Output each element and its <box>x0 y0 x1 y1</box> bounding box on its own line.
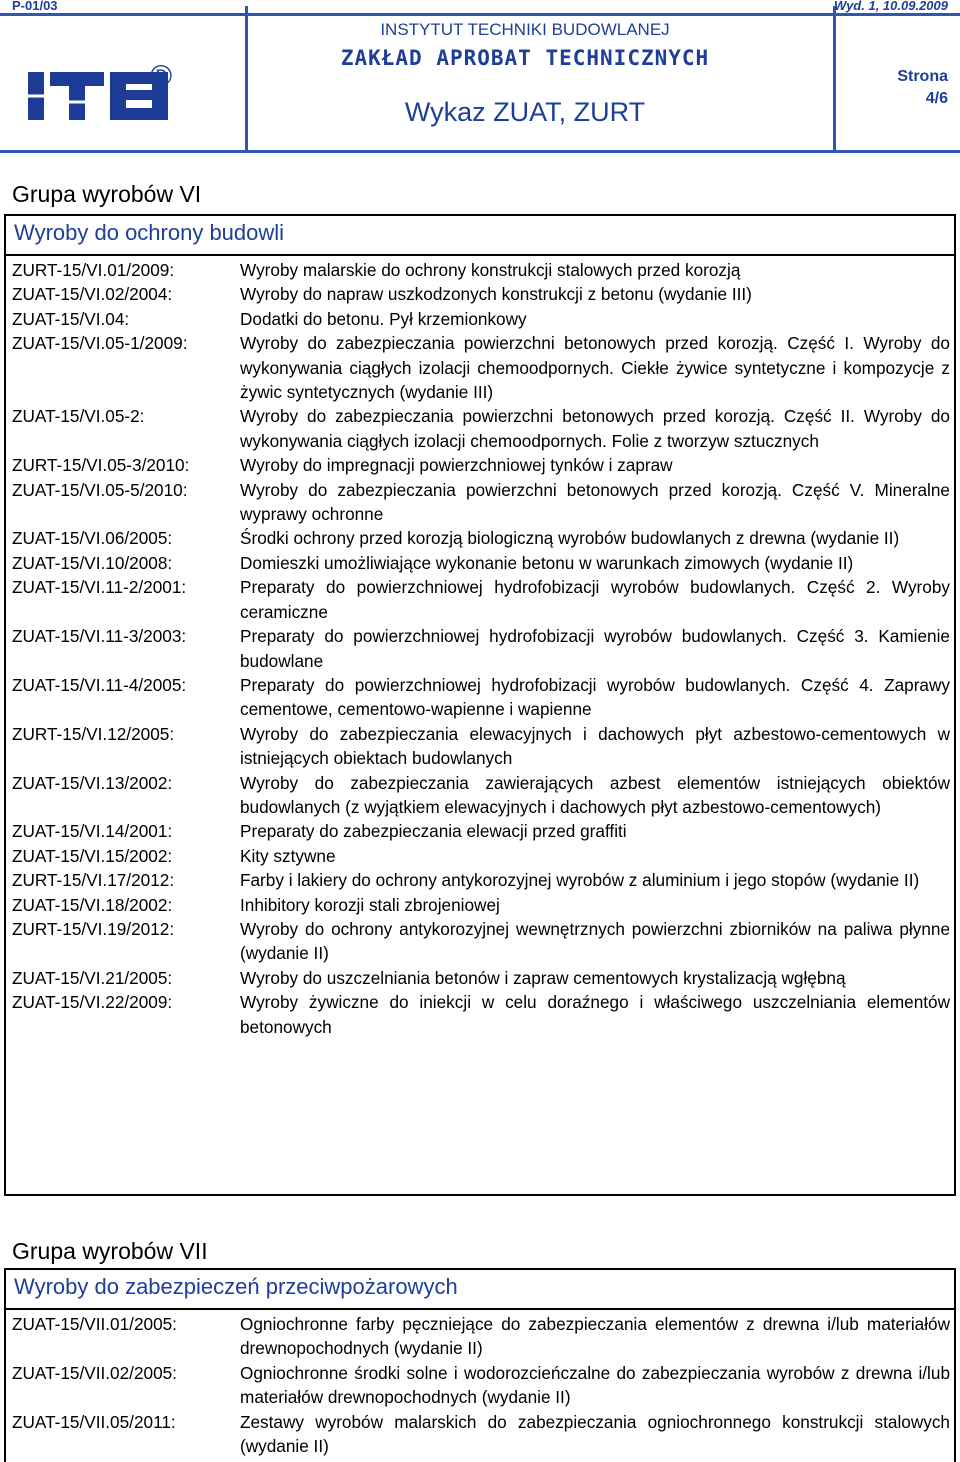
list-item <box>6 404 954 453</box>
list-item <box>6 673 954 722</box>
approval-description: Preparaty do powierzchniowej hydrofobizacji wyrobów budowlanych. Część 2. Wyroby ceramiczne <box>240 577 950 622</box>
approval-description: Wyroby do impregnacji powierzchniowej tynków i zapraw <box>240 455 673 476</box>
approval-description: Ogniochronne środki solne i wodorozcieńczalne do zabezpieczania wyrobów z drewna i/lub materiałów drewnopochodnych (wydanie II) <box>240 1362 950 1408</box>
approval-code: ZUAT-15/VI.02/2004: <box>12 284 173 305</box>
edition: Wyd. 1, 10.09.2009 <box>834 0 948 13</box>
list-item <box>6 551 954 575</box>
list-item <box>6 917 954 966</box>
approval-code: ZUAT-15/VI.05-5/2010: <box>12 479 188 500</box>
approval-code: ZUAT-15/VI.05-1/2009: <box>12 333 188 354</box>
header-divider-right <box>833 6 836 152</box>
group-vi-title: Grupa wyrobów VI <box>12 181 202 207</box>
list-item <box>6 819 954 843</box>
list-item <box>6 575 954 624</box>
approval-description: Preparaty do powierzchniowej hydrofobizacji wyrobów budowlanych. Część 3. Kamienie budowlane <box>240 626 950 671</box>
registered-mark: ® <box>150 60 173 93</box>
header-rule-bottom <box>0 150 960 153</box>
list-item <box>6 453 954 477</box>
list-item <box>6 990 954 1039</box>
approval-description: Wyroby do zabezpieczania powierzchni betonowych przed korozją. Część V. Mineralne wyprawy ochronne <box>240 479 950 525</box>
department-name: ZAKŁAD APROBAT TECHNICZNYCH <box>340 46 710 70</box>
list-item <box>6 844 954 868</box>
page-label: Strona <box>897 68 948 85</box>
group-vii-table <box>4 1268 956 1462</box>
approval-description: Domieszki umożliwiające wykonanie betonu w warunkach zimowych (wydanie II) <box>240 552 854 573</box>
approval-code: ZURT-15/VI.01/2009: <box>12 260 175 280</box>
header-divider-left <box>245 6 248 152</box>
approval-description: Wyroby żywiczne do iniekcji w celu doraźnego i właściwego uszczelniania elementów betonowych <box>240 992 950 1037</box>
approval-code: ZUAT-15/VI.10/2008: <box>12 552 173 573</box>
approval-code: ZUAT-15/VI.11-2/2001: <box>12 577 187 598</box>
approval-description: Inhibitory korozji stali zbrojeniowej <box>240 894 500 915</box>
approval-description: Wyroby do zabezpieczania powierzchni betonowych przed korozją. Część II. Wyroby do wykonywania ciągłych izolacji chemoodpornych. Folie z tworzyw sztucznych <box>240 406 950 451</box>
approval-description: Ogniochronne farby pęczniejące do zabezpieczania elementów z drewna i/lub materiałów drewnopochodnych (wydanie II) <box>240 1314 950 1359</box>
approval-code: ZURT-15/VI.05-3/2010: <box>12 455 190 476</box>
list-item <box>6 258 954 282</box>
approval-code: ZUAT-15/VI.14/2001: <box>12 821 173 842</box>
approval-code: ZUAT-15/VI.18/2002: <box>12 894 173 915</box>
list-item <box>6 307 954 331</box>
list-item <box>6 331 954 404</box>
approval-code: ZUAT-15/VI.15/2002: <box>12 845 173 866</box>
approval-code: ZUAT-15/VI.04: <box>12 308 130 329</box>
list-item <box>6 893 954 917</box>
approval-code: ZUAT-15/VI.05-2: <box>12 406 145 427</box>
approval-description: Wyroby do zabezpieczania zawierających azbest elementów istniejących obiektów budowlanych (z wyjątkiem elewacyjnych i dachowych płyt azbestowo-cementowych) <box>240 772 950 817</box>
approval-description: Preparaty do zabezpieczania elewacji przed graffiti <box>240 821 627 842</box>
group-vii-title: Grupa wyrobów VII <box>12 1238 208 1264</box>
list-item <box>6 771 954 820</box>
approval-code: ZUAT-15/VI.11-3/2003: <box>12 626 187 647</box>
approval-description: Preparaty do powierzchniowej hydrofobizacji wyrobów budowlanych. Część 4. Zaprawy cementowe, cementowo-wapienne i wapienne <box>240 674 950 720</box>
page-number: 4/6 <box>925 90 948 107</box>
list-item <box>6 526 954 550</box>
document-header <box>0 0 960 152</box>
approval-code: ZUAT-15/VI.13/2002: <box>12 772 173 793</box>
header-rule-top <box>0 13 960 16</box>
approval-description: Środki ochrony przed korozją biologiczną wyrobów budowlanych z drewna (wydanie II) <box>240 528 900 549</box>
approval-code: ZUAT-15/VI.06/2005: <box>12 528 173 549</box>
approval-code: ZUAT-15/VII.02/2005: <box>12 1362 177 1383</box>
list-item <box>6 1410 954 1459</box>
group-vi-table <box>4 214 956 1196</box>
list-item <box>6 282 954 306</box>
doc-code: P-01/03 <box>12 0 58 13</box>
approval-description: Wyroby do napraw uszkodzonych konstrukcji z betonu (wydanie III) <box>240 284 752 305</box>
approval-description: Wyroby do zabezpieczania powierzchni betonowych przed korozją. Część I. Wyroby do wykonywania ciągłych izolacji chemoodpornych. Ciekłe żywice syntetyczne i kompozycje z żywic syntetycznych (wydanie III) <box>240 333 950 403</box>
list-item <box>6 868 954 892</box>
approval-description: Zestawy wyrobów malarskich do zabezpieczania ogniochronnego konstrukcji stalowych (wydanie II) <box>240 1411 950 1457</box>
approval-description: Wyroby malarskie do ochrony konstrukcji stalowych przed korozją <box>240 260 741 280</box>
approval-code: ZUAT-15/VII.05/2011: <box>12 1411 176 1432</box>
approval-code: ZUAT-15/VI.21/2005: <box>12 967 173 988</box>
group-vii-rows <box>6 1310 954 1458</box>
approval-description: Dodatki do betonu. Pył krzemionkowy <box>240 308 527 329</box>
approval-code: ZUAT-15/VI.22/2009: <box>12 992 173 1013</box>
approval-code: ZUAT-15/VI.11-4/2005: <box>12 674 187 695</box>
list-item <box>6 966 954 990</box>
approval-description: Farby i lakiery do ochrony antykorozyjnej wyrobów z aluminium i jego stopów (wydanie II) <box>240 870 920 891</box>
approval-description: Wyroby do uszczelniania betonów i zapraw cementowych krystalizacją wgłębną <box>240 967 846 988</box>
group-vi-rows <box>6 256 954 1039</box>
approval-code: ZURT-15/VI.19/2012: <box>12 918 175 939</box>
list-item <box>6 1361 954 1410</box>
approval-description: Wyroby do ochrony antykorozyjnej wewnętrznych powierzchni zbiorników na paliwa płynne (wydanie II) <box>240 918 950 964</box>
group-vi-subtitle: Wyroby do ochrony budowli <box>6 216 954 256</box>
list-item <box>6 1312 954 1361</box>
approval-code: ZURT-15/VI.12/2005: <box>12 723 175 744</box>
list-item <box>6 478 954 527</box>
approval-description: Kity sztywne <box>240 845 336 866</box>
list-item <box>6 624 954 673</box>
approval-code: ZURT-15/VI.17/2012: <box>12 870 175 891</box>
document-title: Wykaz ZUAT, ZURT <box>404 97 646 127</box>
group-vii-subtitle: Wyroby do zabezpieczeń przeciwpożarowych <box>6 1270 954 1310</box>
institute-name: INSTYTUT TECHNIKI BUDOWLANEJ <box>380 20 670 39</box>
approval-code: ZUAT-15/VII.01/2005: <box>12 1314 177 1334</box>
approval-description: Wyroby do zabezpieczania elewacyjnych i dachowych płyt azbestowo-cementowych w istniejących obiektach budowlanych <box>240 723 950 769</box>
list-item <box>6 722 954 771</box>
